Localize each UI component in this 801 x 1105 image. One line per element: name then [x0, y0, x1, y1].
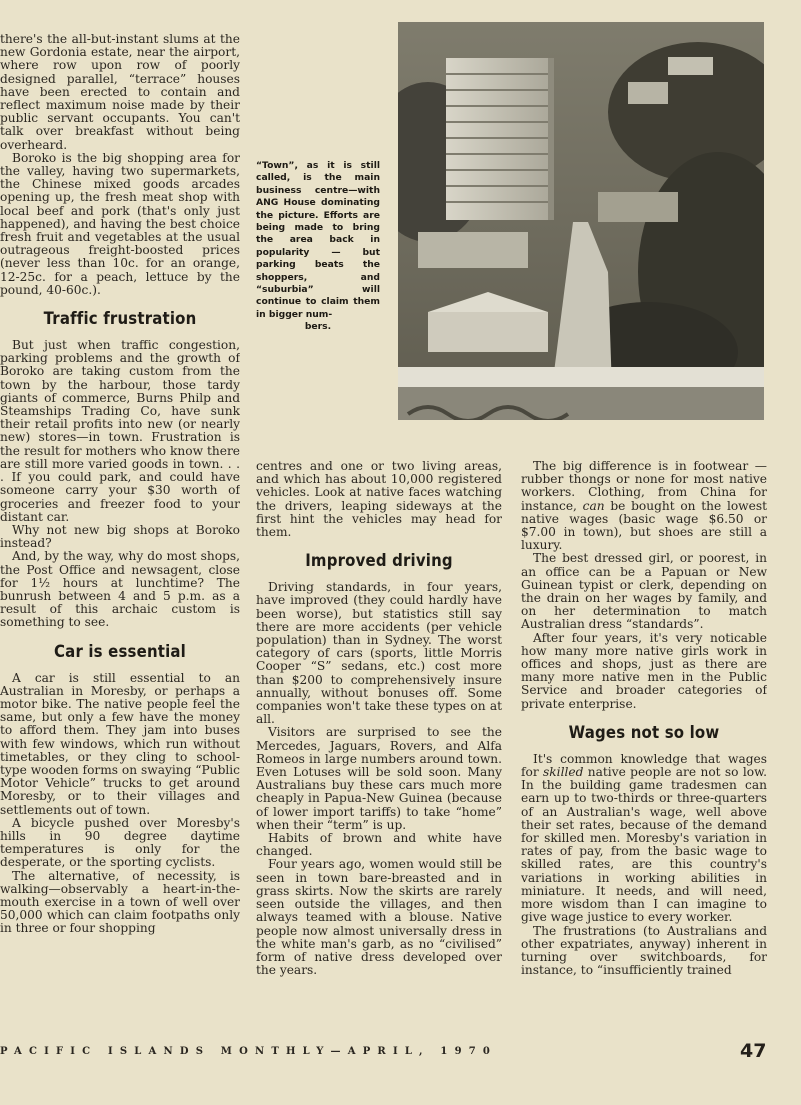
text-run: The big difference is in footwear —rubber thongs or none for most native workers. Clothing, from China for instance, [521, 460, 767, 513]
emphasis: skilled [543, 765, 584, 780]
paragraph [521, 753, 767, 925]
emphasis: can [582, 498, 605, 513]
town-aerial-photo [398, 22, 764, 420]
paragraph: The alternative, of necessity, is walking—observably a heart-in-the-mouth exercise in a town of well over 50,000 which can claim footpaths only in three or four shopping [0, 868, 240, 936]
paragraph: centres and one or two living areas, and which has about 10,000 registered vehicles. Look at native faces watching the drivers, leaping sideways at the first hint the vehicles may head for them. [256, 460, 502, 540]
paragraph: Why not new big shops at Boroko instead? [0, 522, 240, 551]
section-heading: Car is essential [54, 641, 186, 662]
section-heading: Improved driving [305, 551, 453, 572]
article-column-2 [256, 460, 502, 1035]
paragraph: Four years ago, women would still be seen in town bare-breasted and in grass skirts. Now the skirts are rarely seen outside the villages, and then always teamed with a blouse. Native people now almost universally dress in the white man's garb, as no “civilised” form of native dress developed over the years. [256, 857, 502, 978]
photo-illustration [398, 22, 764, 420]
paragraph: After four years, it's very noticable how many more native girls work in offices and shops, just as there are many more native men in the Public Service and broader categories of private enterprise. [521, 630, 767, 711]
photo-caption [256, 160, 380, 334]
paragraph: Visitors are surprised to see the Mercedes, Jaguars, Rovers, and Alfa Romeos in large numbers around town. Even Lotuses will be sold soon. Many Australians buy these cars much more cheaply in Papua-New Guinea (because of lower import tariffs) to take “home” when their “term” is up. [256, 725, 502, 832]
paragraph: A car is still essential to an Australian in Moresby, or perhaps a motor bike. The native people feel the same, but only a few have the money to afford them. They jam into buses with few windows, which run without timetables, or they cling to school-type wooden forms on swaying “Public Motor Vehicle” trucks to get around Moresby, or to their villages and settlements out of town. [0, 670, 240, 817]
paragraph: there's the all-but-instant slums at the new Gordonia estate, near the airport, where row upon row of poorly designed parallel, “terrace” houses have been erected to contain and reflect maximum noise made by their public servant occupants. You can't talk over breakfast without being overheard. [0, 33, 240, 152]
paragraph: And, by the way, why do most shops, the Post Office and newsagent, close for 1½ hours at lunchtime? The bunrush between 4 and 5 p.m. as a result of this archaic custom is something to see. [0, 549, 240, 630]
text-run: It's common knowledge that wages for [521, 751, 767, 780]
article-column-1 [0, 33, 240, 1031]
article-column-3 [521, 460, 767, 1035]
paragraph: A bicycle pushed over Moresby's hills in 90 degree daytime temperatures is only for the desperate, or the sporting cyclists. [0, 815, 240, 870]
section-heading: Traffic frustration [43, 309, 197, 330]
magazine-title: PACIFIC ISLANDS MONTHLY—APRIL, 1970 [0, 1046, 498, 1057]
paragraph: Habits of brown and white have changed. [256, 831, 502, 859]
paragraph: Driving standards, in four years, have improved (they could hardly have been worse), but statistics still say there are more accidents (per vehicle population) than in Sydney. The worst category of cars (sports, little Morris Cooper “S” sedans, etc.) cost more than $200 to comprehensively insure annually, without bonuses off. Some companies won't take these types on at all. [256, 580, 502, 727]
page-number: 47 [740, 1040, 767, 1062]
paragraph: The frustrations (to Australians and other expatriates, anyway) inherent in turning over switchboards, for instance, to “insufficiently trained [521, 923, 767, 978]
paragraph: But just when traffic congestion, parking problems and the growth of Boroko are taking custom from the town by the harbour, those tardy giants of commerce, Burns Philp and Steamships Trading Co, have sunk their retail profits into new (or nearly new) stores—in town. Frustration is the result for mothers who know there are still more varied goods in town. . . . If you could park, and could have someone carry your $30 worth of groceries and freezer food to your distant car. [0, 338, 240, 524]
paragraph: Boroko is the big shopping area for the valley, having two supermarkets, the Chinese mixed goods arcades opening up, the fresh meat shop with local beef and pork (that's only just happened), and having the best choice fresh fruit and vegetables at the usual outrageous freight-boosted prices (never less than 10c. for an orange, 12-25c. for a peach, lettuce by the pound, 40-60c.). [0, 150, 240, 297]
paragraph: The best dressed girl, or poorest, in an office can be a Papuan or New Guinean typist or clerk, depending on the drain on her wages by family, and on her determination to match Australian dress “standards”. [521, 551, 767, 632]
page-footer [0, 1040, 801, 1070]
caption-text: “Town”, as it is still called, is the main business centre—with ANG House dominating the picture. Efforts are being made to bring the area back in popularity — but parking beats the shoppers, and “suburbia” will continue to claim them in bigger num- [256, 160, 380, 320]
caption-end: bers. [304, 321, 332, 333]
paragraph [521, 460, 767, 552]
section-heading: Wages not so low [568, 722, 720, 743]
text-run: be bought on the lowest native wages (basic wage $6.50 or $7.00 in town), but shoes are still a luxury. [521, 498, 767, 553]
text-run: native people are not so low. In the building game tradesmen can earn up to two-thirds or three-quarters of an Australian's wage, well above their set rates, because of the demand for skilled men. Moresby's variation in rates of pay, from the basic wage to skilled rates, are this country's variations in working abilities in miniature. It needs, and will need, more wisdom than I can imagine to give wage justice to every worker. [521, 765, 767, 925]
